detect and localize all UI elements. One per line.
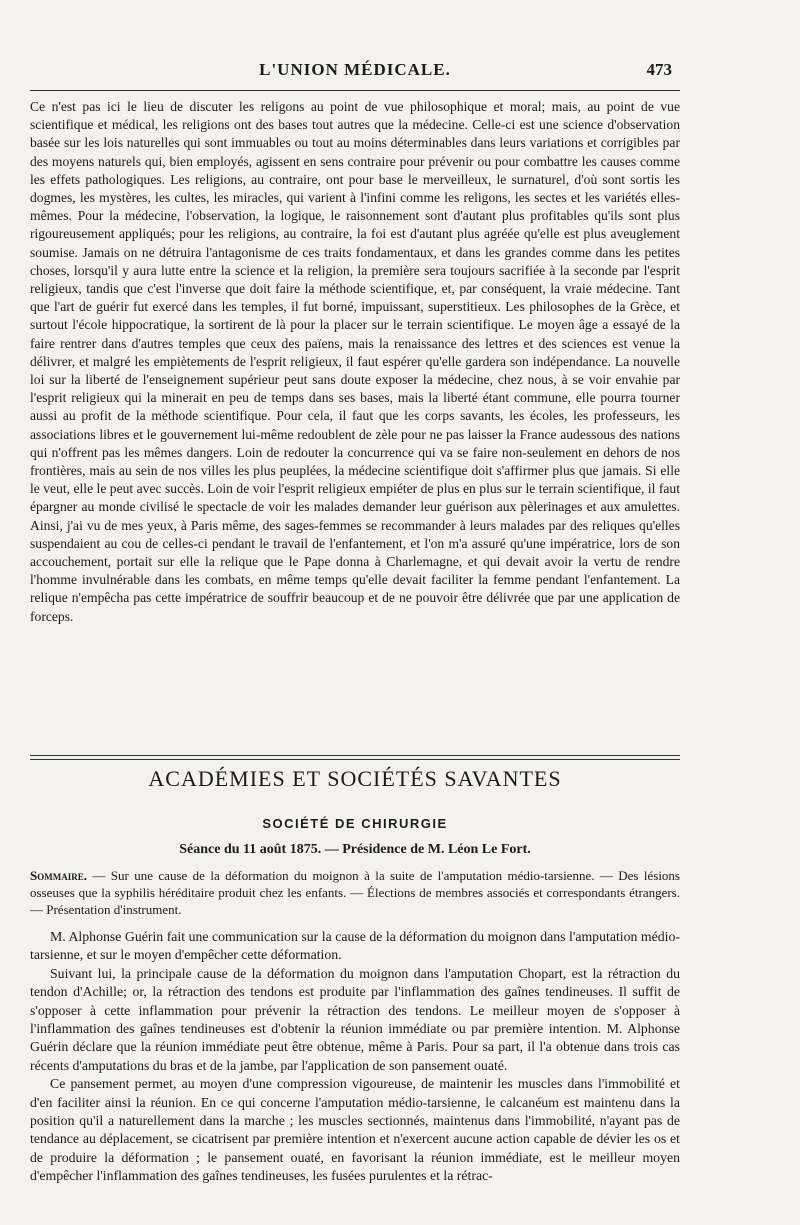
header-rule: [30, 90, 680, 91]
summary: [30, 867, 680, 918]
article-paragraph: Ce pansement permet, au moyen d'une compression vigoureuse, de maintenir les muscles dans l'immobilité et d'en faciliter ainsi la réunion. En ce qui concerne l'amputation médio-tarsienne, le calcanéum est maintenu dans la position qu'il a naturellement dans la marche ; les muscles sectionnés, maintenus dans l'immobilité, n'ayant pas de tendance au déplacement, se cicatrisent par première intention et n'exercent aucune action capable de dévier les os et de produire la déformation ; le pansement ouaté, en favorisant la réunion immédiate, est le meilleur moyen d'empêcher l'inflammation des gaînes tendineuses, les fusées purulentes et la rétrac-: [30, 1076, 680, 1184]
society-title: SOCIÉTÉ DE CHIRURGIE: [262, 816, 448, 831]
intro-text: [30, 98, 680, 626]
intro-paragraph: Ce n'est pas ici le lieu de discuter les religons au point de vue philosophique et moral; mais, au point de vue scientifique et médical, les religions ont des bases tout autres que la médecine. Celle-ci est une science d'observation basée sur les lois naturelles qui sont immuables ou tout au moins déterminables dans leurs variations et corrigibles par des moyens naturels qui, bien employés, agissent en sens contraire pour prévenir ou pour combattre les causes comme les effets pathologiques. Les religions, au contraire, ont pour base le merveilleux, le surnaturel, d'où sont sortis les dogmes, les mystères, les cultes, les miracles, qui varient à l'infini comme les religons, les sectes et les variétés elles-mêmes. Pour la médecine, l'observation, la logique, le raisonnement sont d'autant plus profitables qu'ils sont plus rigoureusement appliqués; pour les religions, au contraire, la foi est d'autant plus agréée qu'elle est plus aveuglement soumise. Jamais on ne détruira l'antagonisme de ces traits fondamentaux, et dans les grandes comme dans les petites choses, lorsqu'il y aura lutte entre la science et la religion, la première sera toujours sacrifiée à la seconde par l'esprit religieux, tandis que c'est l'inverse que doit faire la méthode scientifique, et, par conséquent, la vraie médecine. Tant que l'art de guérir fut exercé dans les temples, il fut borné, impuissant, superstitieux. Les philosophes de la Grèce, et surtout l'école hippocratique, la sortirent de là pour la placer sur le terrain scientifique. Le moyen âge a essayé de la faire rentrer dans d'autres temples que ceux des païens, mais la renaissance des lettres et des sciences est venue la délivrer, et malgré les empiètements de l'esprit religieux, il faut espérer qu'elle gardera son indépendance. La nouvelle loi sur la liberté de l'enseignement supérieur peut sans doute exposer la médecine, chez nous, à se voir envahie par l'esprit religieux qui la minerait en peu de temps dans ses bases, mais la liberté étant commune, elle pourra tourner aussi au profit de la méthode scientifique. Pour cela, il faut que les corps savants, les écoles, les professeurs, les associations libres et le gouvernement lui-même redoublent de zèle pour ne pas laisser la France audessous des nations qui n'offrent pas les mêmes dangers. Loin de redouter la concurrence qui va se faire non-seulement en dehors de nos frontières, mais au sein de nos villes les plus peuplées, la médecine scientifique doit s'affirmer plus que jamais. Si elle le veut, elle le peut avec succès. Loin de voir l'esprit religieux empiéter de plus en plus sur le terrain scientifique, il faut épargner au monde civilisé le spectacle de voir les malades demander leur guérison aux pèlerinages et aux amulettes. Ainsi, j'ai vu de mes yeux, à Paris même, des sages-femmes se recommander à leurs malades par des reliques qu'elles suspendaient au cou de celles-ci pendant le travail de l'enfantement, et l'on m'a assuré qu'une impératrice, lors de son accouchement, portait sur elle la relique que le Pape donna à Charlemagne, et qui devait avoir la vertu de rendre l'homme invulnérable dans les combats, en même temps qu'elle devait faciliter la femme pendant l'enfantement. La relique n'empêcha pas cette impératrice de souffrir beaucoup et de ne pouvoir être délivrée que par une application de forceps.: [30, 99, 680, 624]
summary-text: — Sur une cause de la déformation du moignon à la suite de l'amputation médio-tarsienne. — Des lésions osseuses que la syphilis héréditaire produit chez les enfants. — Élections de membres associés et correspondants étrangers. — Présentation d'instrument.: [30, 868, 680, 917]
section-divider: [30, 755, 680, 760]
session-line: Séance du 11 août 1875. — Présidence de M. Léon Le Fort.: [179, 842, 531, 857]
article-paragraph: Suivant lui, la principale cause de la déformation du moignon dans l'amputation Chopart, est la rétraction du tendon d'Achille; or, la rétraction des tendons est produite par l'inflammation des gaînes tendineuses. Il suffit de s'opposer à cette inflammation pour prévenir la rétraction des tendons. Le meilleur moyen de s'opposer à l'inflammation des gaînes tendineuses est d'obtenir la réunion immédiate ou par première intention. M. Alphonse Guérin déclare que la réunion immédiate peut être obtenue, même à Paris. Pour sa part, il l'a obtenue dans trois cas récents d'amputations du bras et de la jambe, par l'application de son pansement ouaté.: [30, 965, 680, 1073]
summary-label: Sommaire.: [30, 868, 87, 883]
running-head: L'UNION MÉDICALE.: [259, 60, 451, 79]
page-header: [30, 56, 680, 86]
article-paragraph: M. Alphonse Guérin fait une communication sur la cause de la déformation du moignon dans l'amputation médio-tarsienne, et sur le moyen d'empêcher cette déformation.: [30, 929, 680, 963]
journal-page: [30, 0, 680, 1225]
section-title: ACADÉMIES ET SOCIÉTÉS SAVANTES: [148, 766, 562, 791]
page-number: 473: [646, 60, 672, 79]
article-body: [30, 928, 680, 1186]
